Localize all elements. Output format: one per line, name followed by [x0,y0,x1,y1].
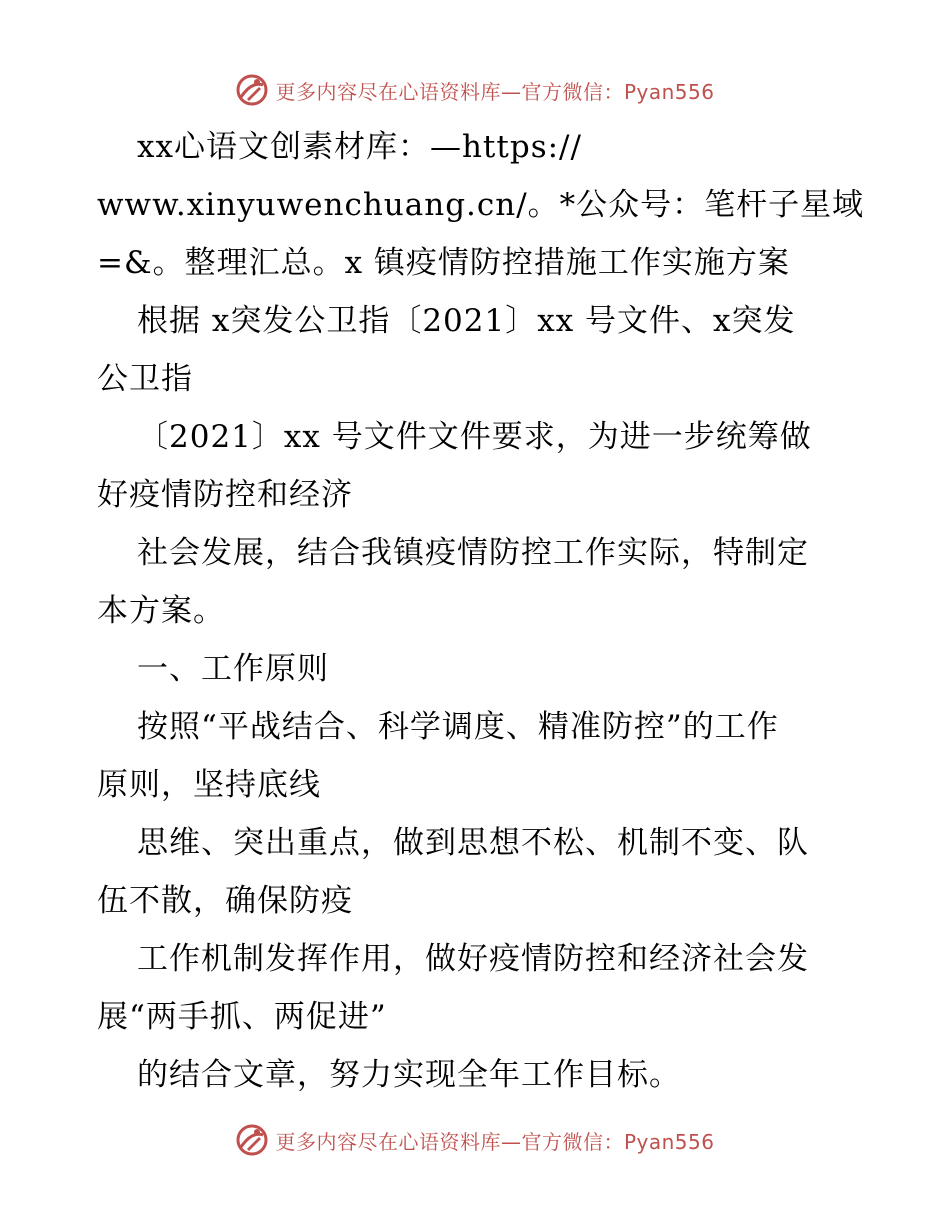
footer-watermark [0,1120,950,1160]
document-body [97,118,865,1104]
doc-line: 按照“平战结合、科学调度、精准防控”的工作 [137,709,779,745]
doc-line: 的结合文章，努力实现全年工作目标。 [137,1057,681,1093]
doc-line: 公卫指 [97,361,193,397]
doc-line: 展“两手抓、两促进” [97,999,387,1035]
doc-line: 工作机制发挥作用，做好疫情防控和经济社会发 [137,941,809,977]
doc-line: 原则，坚持底线 [97,767,321,803]
doc-line: 〔2021〕xx 号文件文件要求，为进一步统筹做 [137,419,812,455]
doc-line: 好疫情防控和经济 [97,477,353,513]
doc-line: 伍不散，确保防疫 [97,883,353,919]
doc-line: 思维、突出重点，做到思想不松、机制不变、队 [137,825,809,861]
ribbon-pen-logo-icon [235,73,269,107]
header-watermark [0,70,950,110]
doc-line: =&。整理汇总。x 镇疫情防控措施工作实施方案 [97,245,790,281]
ribbon-pen-logo-icon [235,1123,269,1157]
doc-line: 本方案。 [97,593,225,629]
doc-line: 根据 x突发公卫指〔2021〕xx 号文件、x突发 [137,303,796,339]
section-heading: 一、工作原则 [137,651,329,687]
doc-line: 社会发展，结合我镇疫情防控工作实际，特制定 [137,535,809,571]
watermark-text: 更多内容尽在心语资料库—官方微信：Pyan556 [275,79,715,104]
doc-line: xx心语文创素材库：—https:// [137,129,582,165]
doc-line: www.xinyuwenchuang.cn/。*公众号：笔杆子星域 [97,187,865,223]
watermark-text: 更多内容尽在心语资料库—官方微信：Pyan556 [275,1129,715,1154]
